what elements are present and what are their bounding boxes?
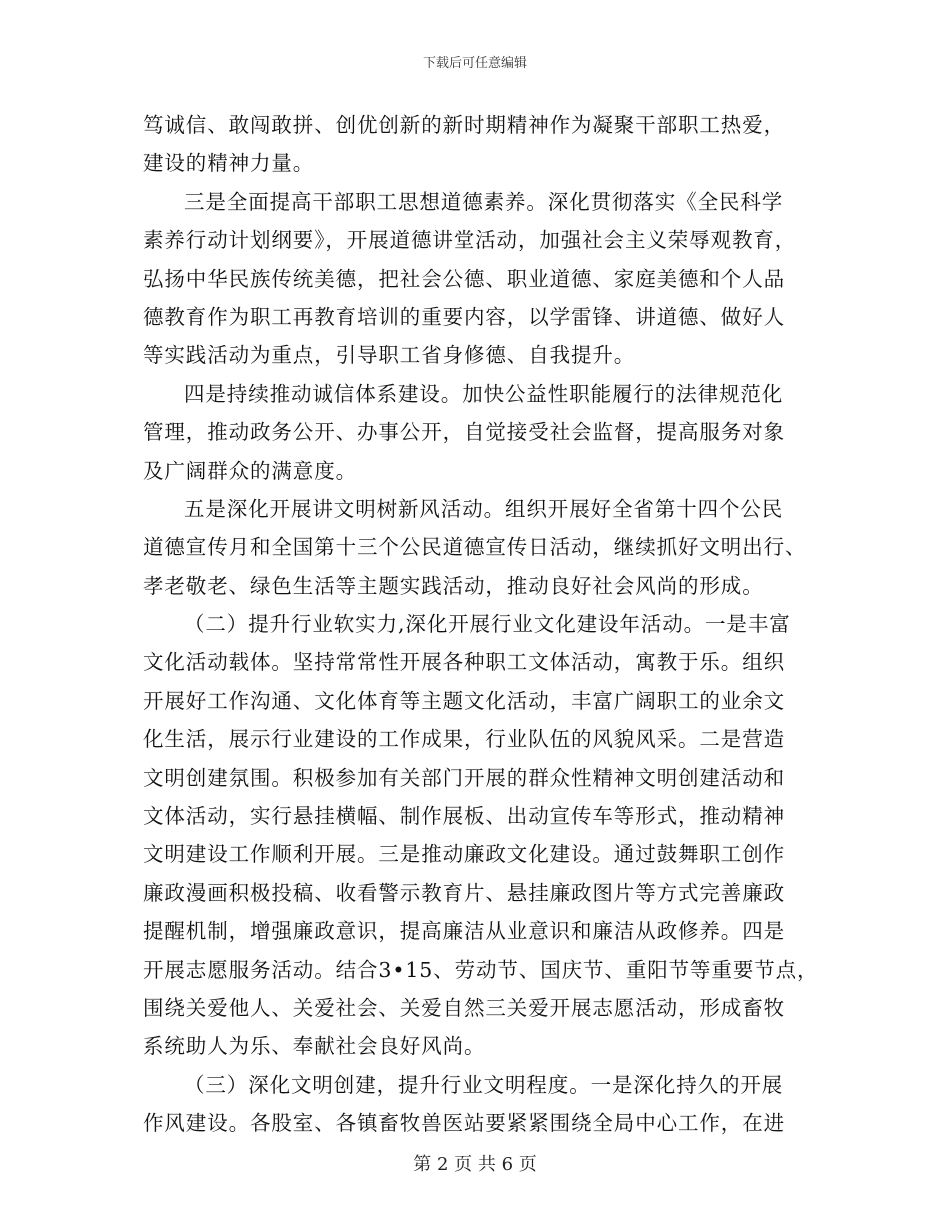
text-line: 文明建设工作顺利开展。三是推动廉政文化建设。通过鼓舞职工创作 <box>143 842 785 867</box>
paragraph <box>143 1066 823 1143</box>
text-line: 系统助人为乐、奉献社会良好风尚。 <box>143 1034 486 1059</box>
text-line: 文化活动载体。坚持常常性开展各种职工文体活动，寓教于乐。组织 <box>143 650 785 675</box>
text-line: 文明创建氛围。积极参加有关部门开展的群众性精神文明创建活动和 <box>143 765 785 790</box>
text-line: 四是持续推动诚信体系建设。加快公益性职能履行的法律规范化 <box>184 381 784 406</box>
text-line: 孝老敬老、绿色生活等主题实践活动，推动良好社会风尚的形成。 <box>143 573 764 598</box>
page-number: 第 2 页 共 6 页 <box>413 1154 537 1175</box>
text-line: 等实践活动为重点，引导职工省身修德、自我提升。 <box>143 343 636 368</box>
text-line: 三是全面提高干部职工思想道德素养。深化贯彻落实《全民科学 <box>184 189 784 214</box>
text-line: 开展志愿服务活动。结合3•15、劳动节、国庆节、重阳节等重要节点， <box>143 957 819 982</box>
text-line: 建设的精神力量。 <box>143 151 315 176</box>
text-line: 德教育作为职工再教育培训的重要内容，以学雷锋、讲道德、做好人 <box>143 304 785 329</box>
text-line: 文体活动，实行悬挂横幅、制作展板、出动宣传车等形式，推动精神 <box>143 804 785 829</box>
text-line: 管理，推动政务公开、办事公开，自觉接受社会监督，提高服务对象 <box>143 420 785 445</box>
text-line: 及广阔群众的满意度。 <box>143 458 357 483</box>
text-line: 素养行动计划纲要》，开展道德讲堂活动，加强社会主义荣辱观教育， <box>143 228 797 253</box>
paragraph <box>143 490 823 605</box>
text-line: 提醒机制，增强廉政意识，提高廉洁从业意识和廉洁从政修养。四是 <box>143 919 785 944</box>
text-line: 作风建设。各股室、各镇畜牧兽医站要紧紧围绕全局中心工作，在进 <box>143 1111 785 1136</box>
paragraph <box>143 375 823 490</box>
text-line: 围绕关爱他人、关爱社会、关爱自然三关爱开展志愿活动，形成畜牧 <box>143 995 785 1020</box>
text-line: 五是深化开展讲文明树新风活动。组织开展好全省第十四个公民 <box>184 496 784 521</box>
paragraph <box>143 106 823 183</box>
page-header-note: 下载后可任意编辑 <box>422 56 527 71</box>
text-line: 开展好工作沟通、文化体育等主题文化活动，丰富广阔职工的业余文 <box>143 688 785 713</box>
document-body <box>143 106 823 1143</box>
text-line: 笃诚信、敢闯敢拼、创优创新的新时期精神作为凝聚干部职工热爱， <box>143 113 785 137</box>
text-line: 道德宣传月和全国第十三个公民道德宣传日活动，继续抓好文明出行、 <box>143 535 807 560</box>
text-line: 化生活，展示行业建设的工作成果，行业队伍的风貌风采。二是营造 <box>143 727 785 752</box>
text-line: 弘扬中华民族传统美德，把社会公德、职业道德、家庭美德和个人品 <box>143 266 785 291</box>
paragraph <box>143 183 823 375</box>
text-line: （三）深化文明创建，提升行业文明程度。一是深化持久的开展 <box>184 1072 784 1097</box>
text-line: 廉政漫画积极投稿、收看警示教育片、悬挂廉政图片等方式完善廉政 <box>143 880 785 905</box>
text-line: （二）提升行业软实力,深化开展行业文化建设年活动。一是丰富 <box>184 612 791 637</box>
paragraph <box>143 605 823 1066</box>
